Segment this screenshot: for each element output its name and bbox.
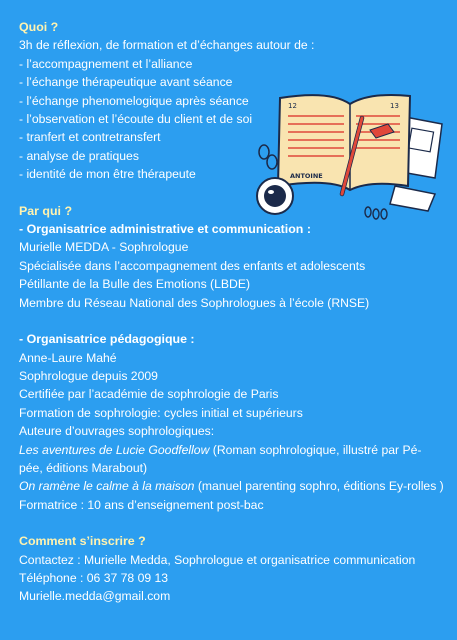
book-1-title: Les aventures de Lucie Goodfellow (19, 442, 210, 457)
admin-organizer-title: - Organisatrice administrative et communication : (19, 222, 311, 237)
peda-organizer-title: - Organisatrice pédagogique : (19, 332, 195, 347)
book-2 (19, 477, 444, 495)
admin-line: Pétillante de la Bulle des Emotions (LBDE) (19, 277, 251, 292)
phone-line: Téléphone : 06 37 78 09 13 (19, 570, 169, 585)
admin-line: Spécialisée dans l’accompagnement des enfants et adolescents (19, 258, 366, 273)
contact-line: Contactez : Murielle Medda, Sophrologue et organisatrice communication (19, 552, 416, 567)
section-title-parqui: Par qui ? (19, 203, 73, 218)
admin-line: Membre du Réseau National des Sophrologues à l’école (RNSE) (19, 295, 370, 310)
list-item: - l’accompagnement et l’alliance (19, 56, 193, 71)
list-item: - l’échange phenomelogique après séance (19, 93, 249, 108)
list-item: - tranfert et contretransfert (19, 130, 161, 145)
page-number-left: 12 (288, 102, 297, 110)
peda-line: Sophrologue depuis 2009 (19, 368, 158, 383)
email-line[interactable]: Murielle.medda@gmail.com (19, 589, 171, 604)
page-number-right: 13 (390, 102, 399, 110)
quoi-intro: 3h de réflexion, de formation et d’échanges autour de : (19, 38, 315, 53)
book-1 (19, 441, 444, 478)
section-title-inscrire: Comment s’inscrire ? (19, 534, 146, 549)
peda-line: Auteure d’ouvrages sophrologiques: (19, 424, 215, 439)
list-item: - identité de mon être thérapeute (19, 167, 196, 182)
peda-line: Certifiée par l’académie de sophrologie de Paris (19, 387, 279, 402)
paperclip-icon (365, 207, 387, 219)
open-book-icon (278, 95, 410, 190)
book-1-desc: (Roman sophrologique, illustré par Pé-pée, éditions Marabout) (19, 442, 422, 475)
list-item: - analyse de pratiques (19, 148, 139, 163)
admin-line: Murielle MEDDA - Sophrologue (19, 240, 189, 255)
formatrice-line: Formatrice : 10 ans d’enseignement post-bac (19, 497, 264, 512)
book-2-desc: (manuel parenting sophro, éditions Ey-rolles ) (194, 479, 444, 494)
coffee-cup-icon (257, 178, 293, 214)
name-tag: ANTOINE (290, 172, 323, 180)
glasses-icon (259, 145, 277, 169)
list-item: - l’échange thérapeutique avant séance (19, 75, 233, 90)
notebook-illustration (250, 86, 450, 226)
peda-line: Anne-Laure Mahé (19, 350, 117, 365)
list-item: - l’observation et l’écoute du client et de soi (19, 112, 253, 127)
peda-line: Formation de sophrologie: cycles initial et supérieurs (19, 405, 303, 420)
section-title-quoi: Quoi ? (19, 20, 59, 34)
book-2-title: On ramène le calme à la maison (19, 479, 195, 494)
